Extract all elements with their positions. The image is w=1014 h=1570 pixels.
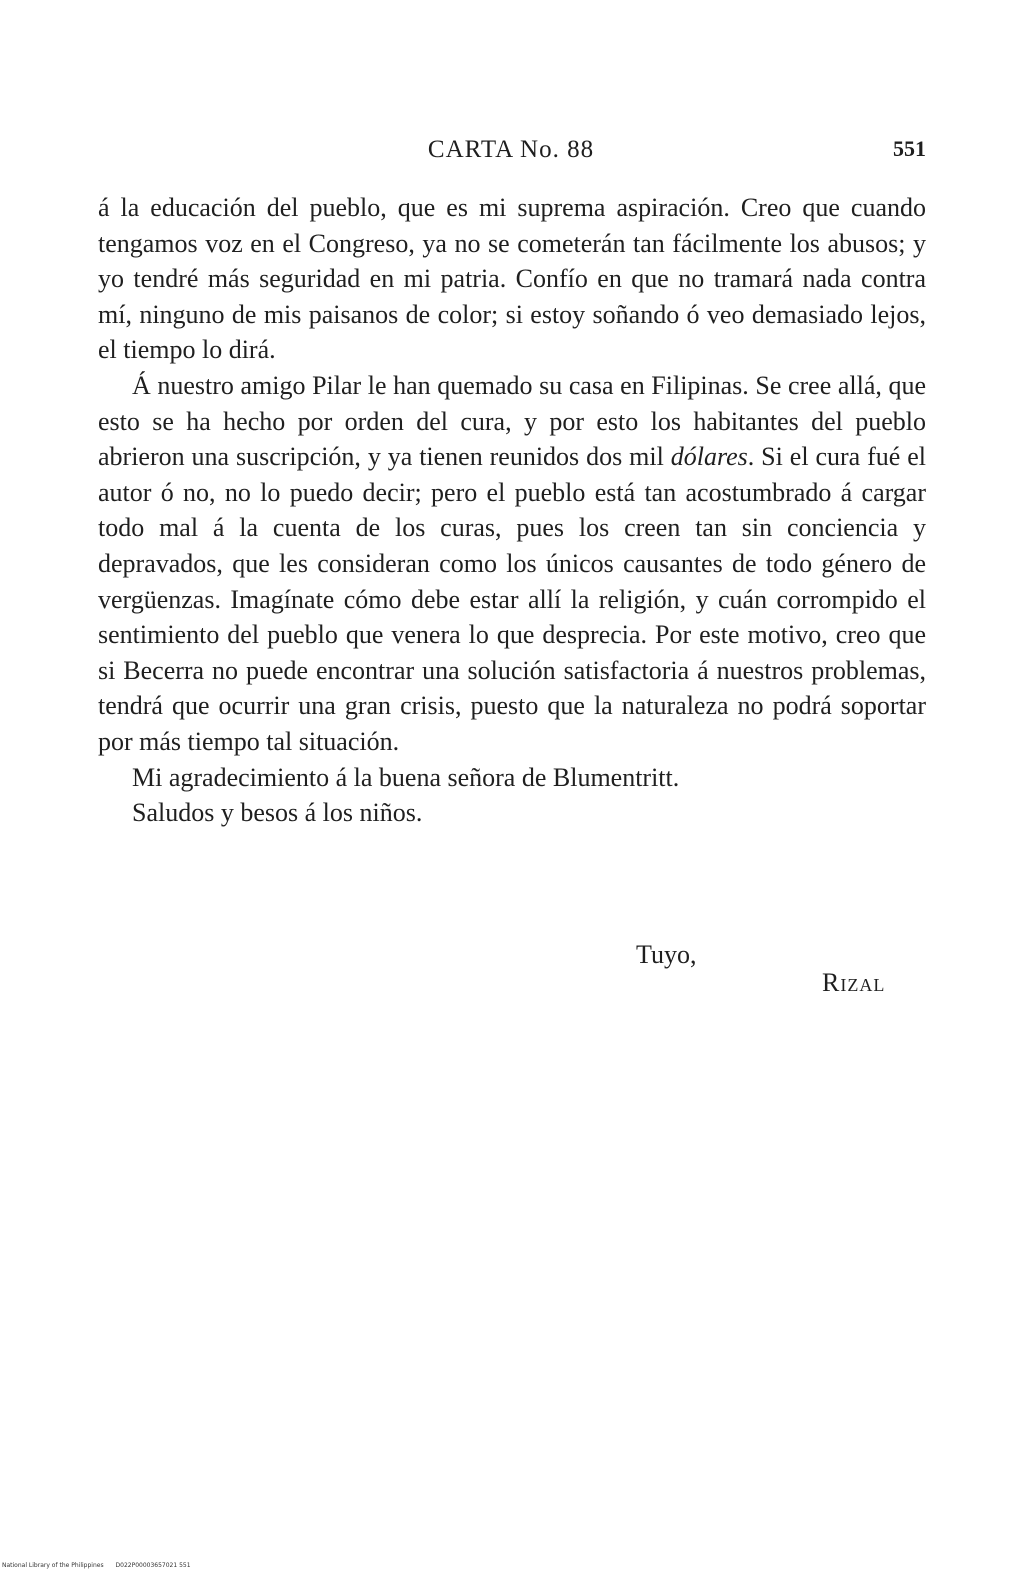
- letter-body: [98, 190, 926, 831]
- paragraph-pilar: [98, 368, 926, 760]
- scan-credit: [2, 1562, 191, 1569]
- scan-identifier: D022P00003657021 551: [115, 1562, 191, 1569]
- paragraph-education: á la educación del pueblo, que es mi suprema aspiración. Creo que cuando tengamos voz en el Congreso, ya no se cometerán tan fácilmente los abusos; y yo tendré más seguridad en mi patria. Confío en que no tramará nada contra mí, ninguno de mis paisanos de color; si estoy soñando ó veo demasiado lejos, el tiempo lo dirá.: [98, 193, 926, 365]
- paragraph-pilar-part-1: Á nuestro amigo Pilar le han quemado su casa en Filipinas. Se cree allá, que esto se ha hecho por orden del cura, y por esto los habitantes del pueblo abrieron una suscripción, y ya tienen reunidos dos mil: [98, 370, 926, 472]
- signature: Rizal: [822, 968, 886, 997]
- paragraph-greetings: Saludos y besos á los niños.: [132, 798, 423, 828]
- page-title: CARTA No. 88: [427, 136, 595, 163]
- library-credit: National Library of the Philippines: [2, 1562, 104, 1569]
- running-head: [96, 132, 926, 172]
- page-number: 551: [893, 136, 926, 161]
- closing-salutation: Tuyo,: [636, 940, 697, 969]
- paragraph-gratitude: Mi agradecimiento á la buena señora de Blumentritt.: [132, 762, 680, 792]
- paragraph-pilar-part-2: . Si el cura fué el autor ó no, no lo puedo decir; pero el pueblo está tan acostumbrado á cargar todo mal á la cuenta de los curas, pues los creen tan sin conciencia y depravados, que les consideran como los únicos causantes de todo género de vergüenzas. Imagínate cómo debe estar allí la religión, y cuán corrompido el sentimiento del pueblo que venera lo que desprecia. Por este motivo, creo que si Becerra no puede encontrar una solución satisfactoria á nuestros problemas, tendrá que ocurrir una gran crisis, puesto que la naturaleza no podrá soportar por más tiempo tal situación.: [98, 442, 926, 756]
- italic-dolares: dólares: [670, 442, 748, 472]
